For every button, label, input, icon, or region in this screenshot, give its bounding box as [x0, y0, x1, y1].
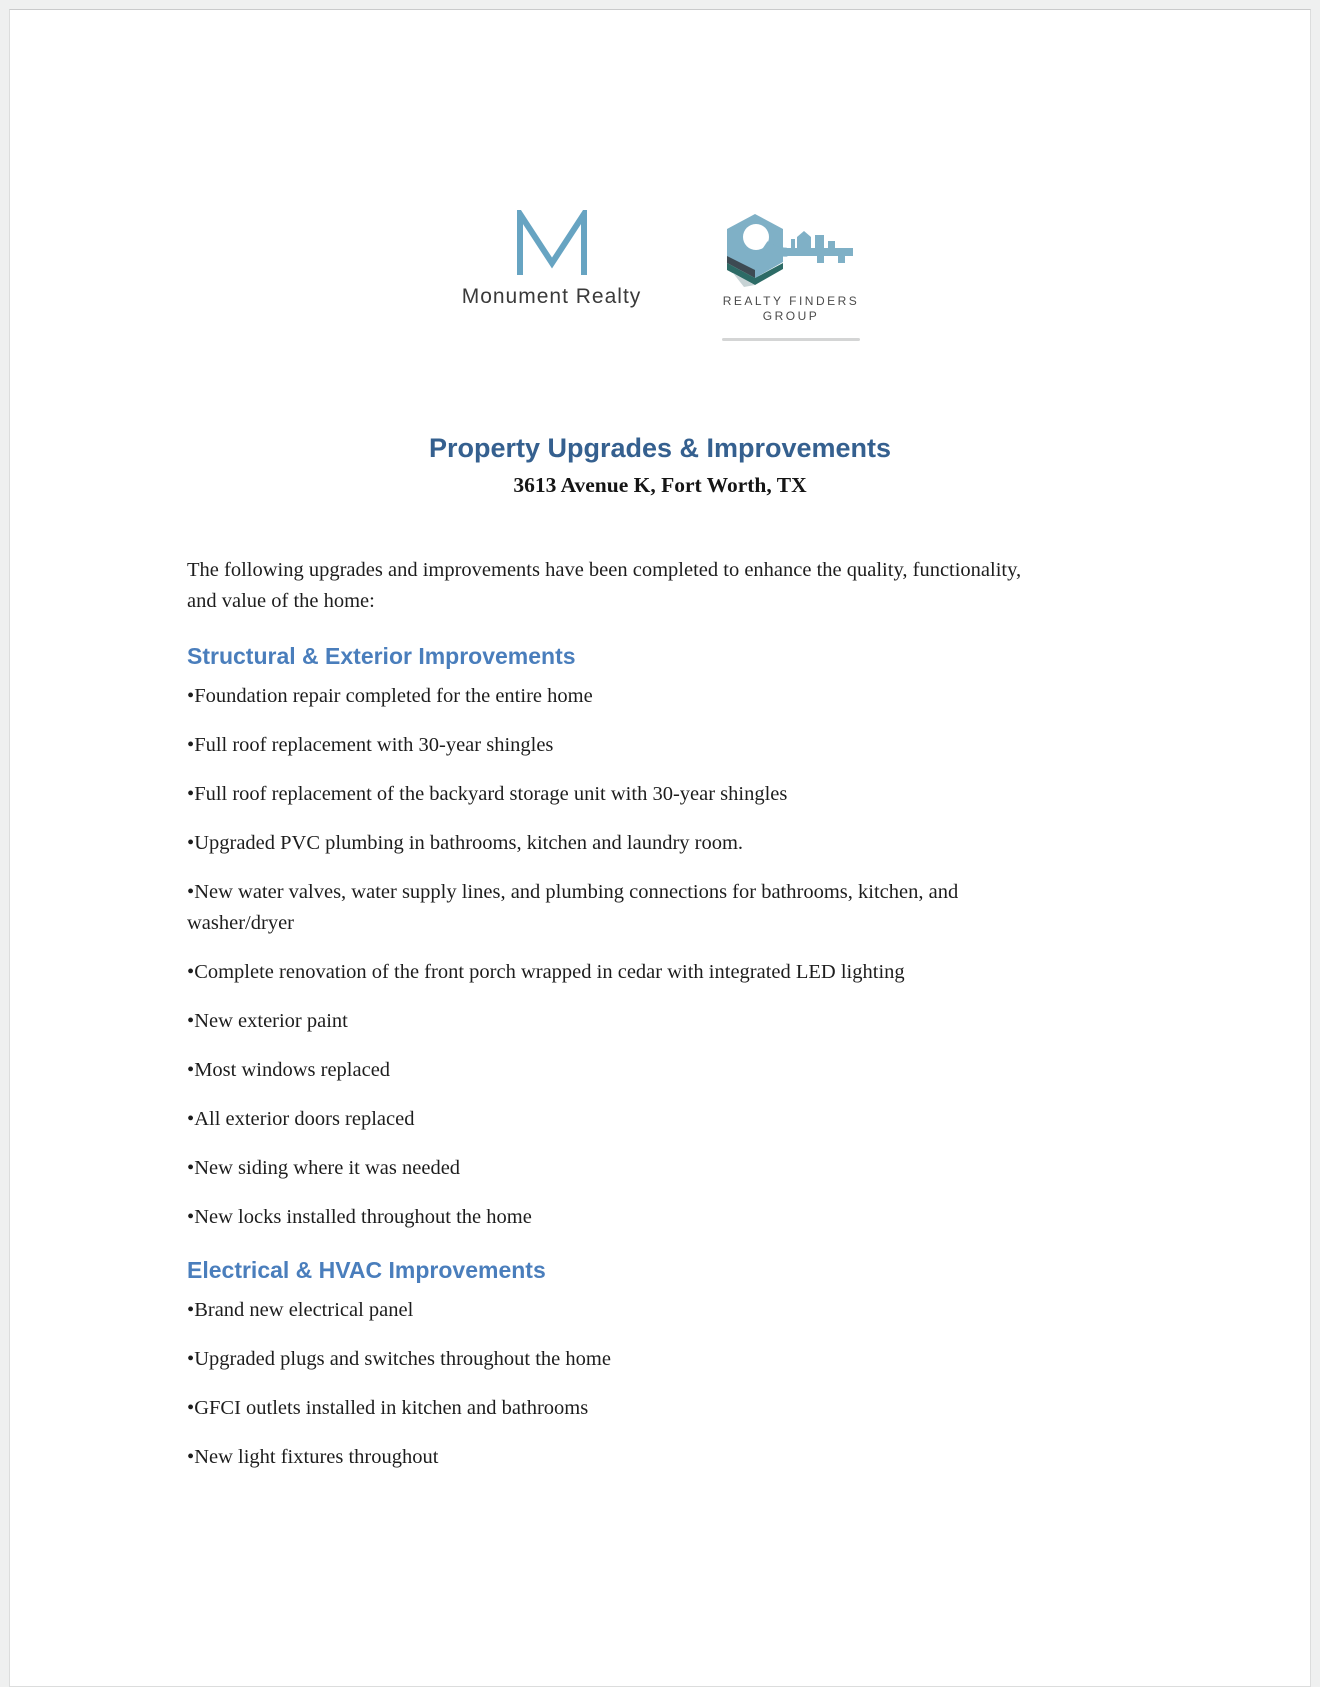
list-item: • Upgraded PVC plumbing in bathrooms, kitchen and laundry room.	[187, 828, 1055, 859]
list-item: • Full roof replacement of the backyard storage unit with 30-year shingles	[187, 779, 1055, 810]
monument-realty-logo	[447, 210, 657, 309]
list-item: • New locks installed throughout the home	[187, 1202, 1055, 1233]
realty-finders-wordmark	[709, 294, 874, 324]
realty-finders-line1: REALTY FINDERS	[722, 294, 860, 308]
realty-finders-line2: GROUP	[762, 309, 820, 323]
list-item: • New exterior paint	[187, 1006, 1055, 1037]
section-heading-structural: Structural & Exterior Improvements	[187, 643, 576, 669]
logo-underline-bar	[722, 338, 860, 341]
list-item: • Full roof replacement with 30-year shingles	[187, 730, 1055, 761]
intro-paragraph: The following upgrades and improvements have been completed to enhance the quality, functionality, and value of the home:	[187, 559, 1022, 612]
list-item: • Upgraded plugs and switches throughout the home	[187, 1344, 1055, 1375]
list-item: • Brand new electrical panel	[187, 1295, 1055, 1326]
document-sheet	[9, 9, 1311, 1687]
document-body	[187, 555, 1055, 1473]
realty-finders-logo	[709, 210, 874, 341]
document-header	[10, 433, 1310, 498]
list-item: • New water valves, water supply lines, and plumbing connections for bathrooms, kitchen, and washer/dryer	[187, 877, 1055, 939]
list-item: • All exterior doors replaced	[187, 1104, 1055, 1135]
page-title: Property Upgrades & Improvements	[428, 433, 892, 463]
list-item: • Complete renovation of the front porch wrapped in cedar with integrated LED lighting	[187, 957, 1055, 988]
list-item: • Most windows replaced	[187, 1055, 1055, 1086]
list-item: • GFCI outlets installed in kitchen and bathrooms	[187, 1393, 1055, 1424]
realty-finders-key-icon	[725, 212, 857, 288]
property-address: 3613 Avenue K, Fort Worth, TX	[513, 473, 807, 497]
list-item: • New siding where it was needed	[187, 1153, 1055, 1184]
electrical-list	[187, 1295, 1055, 1473]
monument-m-icon	[514, 210, 590, 276]
logo-row	[10, 10, 1310, 341]
structural-list	[187, 681, 1055, 1233]
section-heading-electrical: Electrical & HVAC Improvements	[187, 1257, 546, 1283]
monument-realty-wordmark: Monument Realty	[461, 285, 642, 308]
list-item: • Foundation repair completed for the entire home	[187, 681, 1055, 712]
list-item: • New light fixtures throughout	[187, 1442, 1055, 1473]
